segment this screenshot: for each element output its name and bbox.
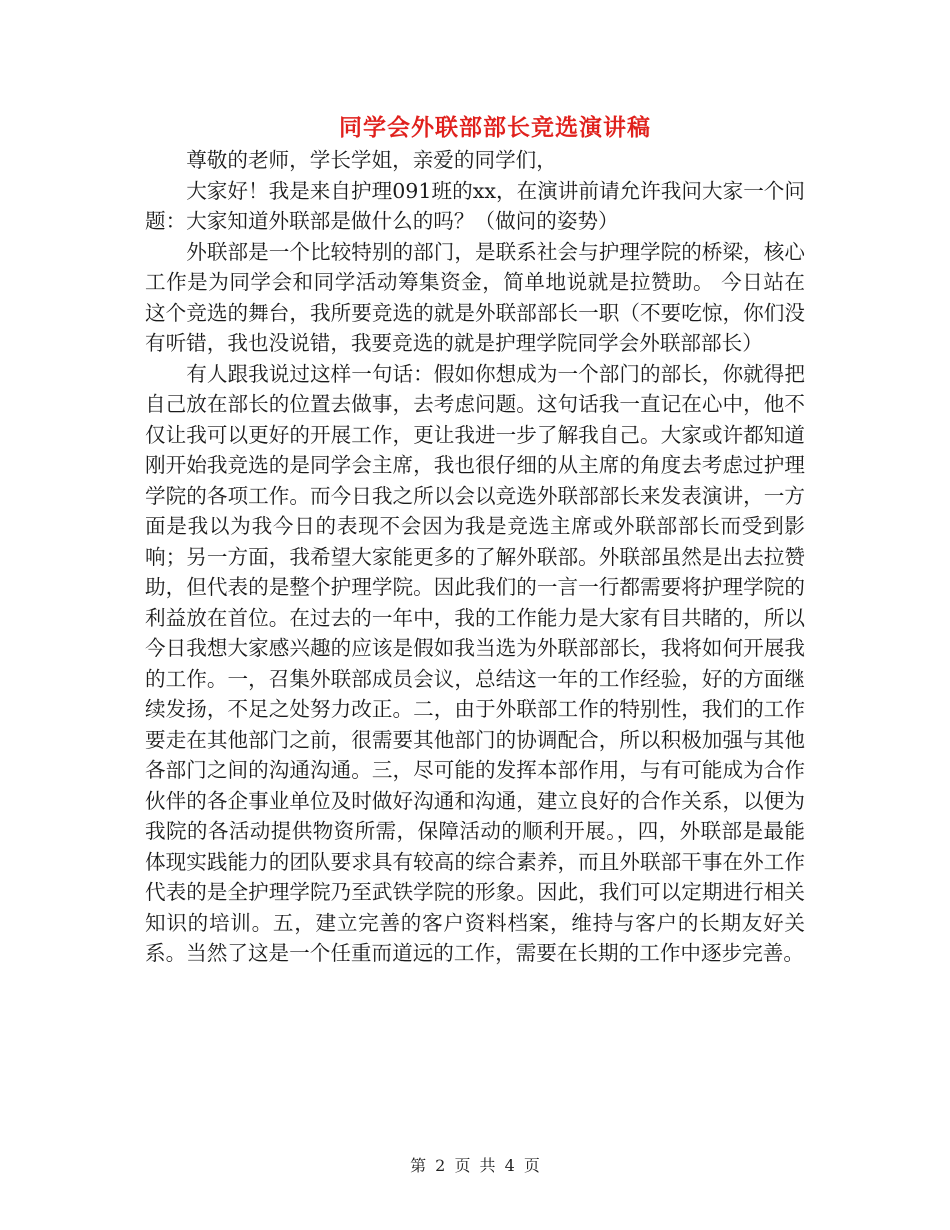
paragraph-plan: 有人跟我说过这样一句话：假如你想成为一个部门的部长，你就得把自己放在部长的位置去做事，去考虑问题。这句话我一直记在心中，他不仅让我可以更好的开展工作，更让我进一步了解我自己。大家或许都知道刚开始我竞选的是同学会主席，我也很仔细的从主席的角度去考虑过护理学院的各项工作。而今日我之所以会以竞选外联部部长来发表演讲，一方面是我以为我今日的表现不会因为我是竞选主席或外联部部长而受到影响；另一方面，我希望大家能更多的了解外联部。外联部虽然是出去拉赞助，但代表的是整个护理学院。因此我们的一言一行都需要将护理学院的利益放在首位。在过去的一年中，我的工作能力是大家有目共睹的，所以今日我想大家感兴趣的应该是假如我当选为外联部部长，我将如何开展我的工作。一，召集外联部成员会议，总结这一年的工作经验，好的方面继续发扬，不足之处努力改正。二，由于外联部工作的特别性，我们的工作要走在其他部门之前，很需要其他部门的协调配合，所以积极加强与其他各部门之间的沟通沟通。三，尽可能的发挥本部作用，与有可能成为合作伙伴的各企事业单位及时做好沟通和沟通，建立良好的合作关系，以便为我院的各活动提供物资所需，保障活动的顺利开展。，四，外联部是最能体现实践能力的团队要求具有较高的综合素养，而且外联部干事在外工作代表的是全护理学院乃至武铁学院的形象。因此，我们可以定期进行相关知识的培训。五，建立完善的客户资料档案，维持与客户的长期友好关系。当然了这是一个任重而道远的工作，需要在长期的工作中逐步完善。: [145, 361, 805, 965]
paragraph-department: 外联部是一个比较特别的部门，是联系社会与护理学院的桥梁，核心工作是为同学会和同学活动筹集资金，简单地说就是拉赞助。 今日站在这个竞选的舞台，我所要竞选的就是外联部部长一职（不要吃惊，你们没有听错，我也没说错，我要竞选的就是护理学院同学会外联部部长）: [145, 239, 805, 355]
page-number-footer: 第 2 页 共 4 页: [410, 1156, 540, 1175]
paragraph-intro: 大家好！我是来自护理091班的xx，在演讲前请允许我问大家一个问题：大家知道外联部是做什么的吗？（做问的姿势）: [145, 178, 805, 233]
paragraph-greeting: 尊敬的老师，学长学姐，亲爱的同学们，: [186, 148, 557, 172]
document-title: 同学会外联部部长竞选演讲稿: [339, 114, 651, 141]
document-body: [145, 145, 805, 969]
